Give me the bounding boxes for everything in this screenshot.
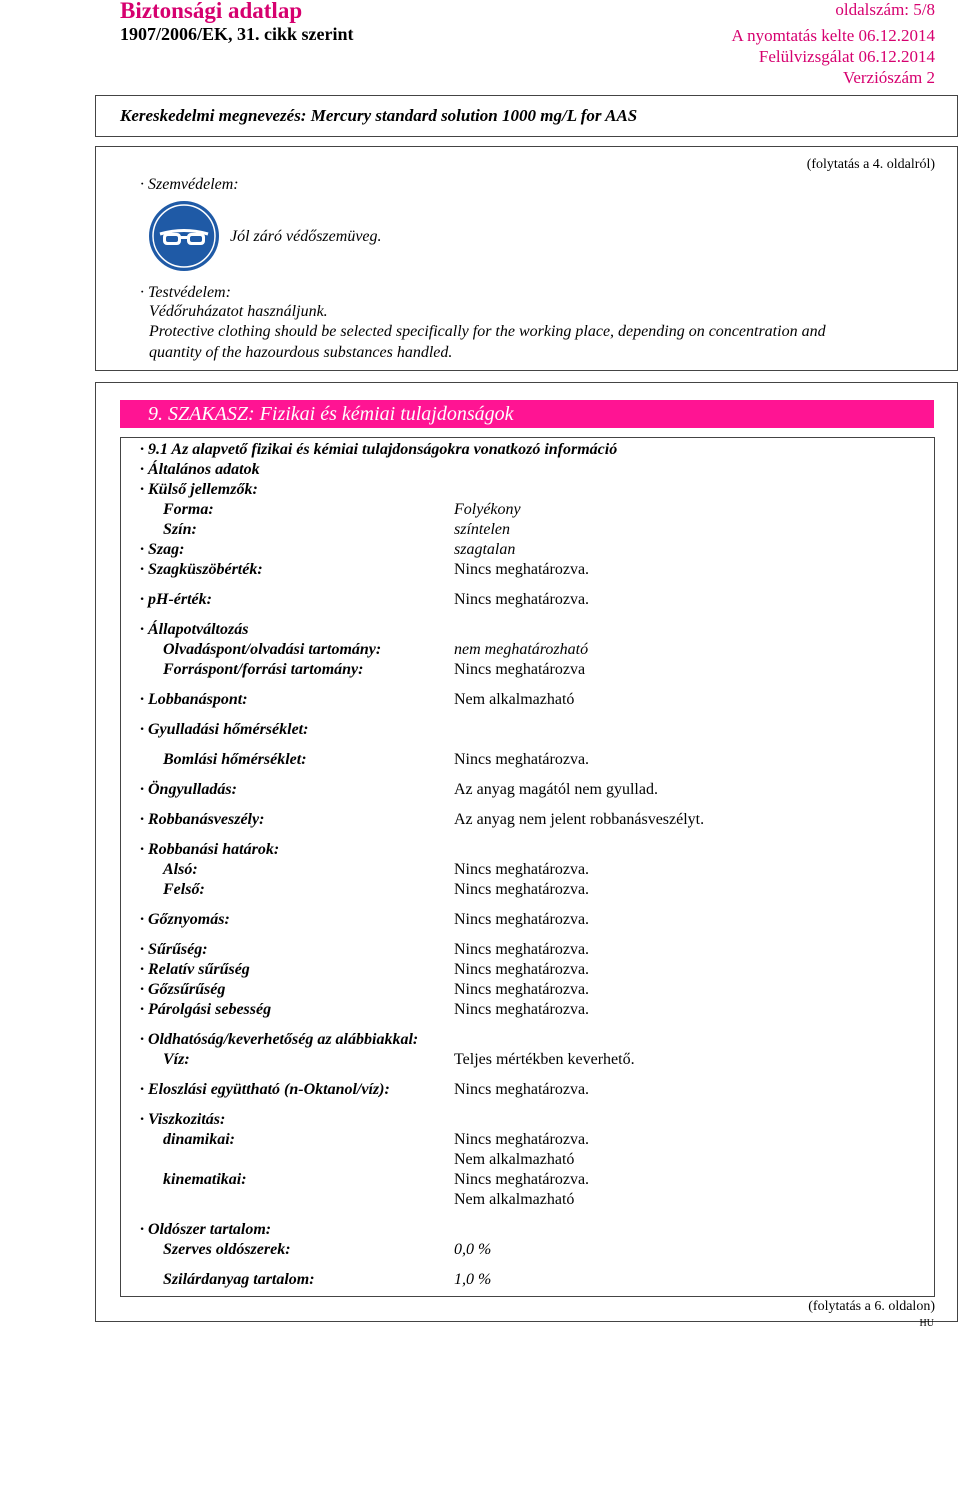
organic-solvents-label: Szerves oldószerek: xyxy=(163,1241,291,1258)
vapor-pressure-value: Nincs meghatározva. xyxy=(454,911,590,928)
self-ignition-value: Az anyag magától nem gyullad. xyxy=(454,781,658,798)
organic-solvents-value: 0,0 % xyxy=(454,1241,492,1258)
eye-protection-label: · Szemvédelem: xyxy=(140,176,239,193)
solvent-content-heading: · Oldószer tartalom: xyxy=(140,1221,272,1238)
lower-limit-value: Nincs meghatározva. xyxy=(454,861,590,878)
document-title: Biztonsági adatlap xyxy=(120,0,303,23)
odor-threshold-value: Nincs meghatározva. xyxy=(454,561,590,578)
body-protection-text: Védőruházatot használjunk. xyxy=(149,303,328,320)
kinematic-viscosity-value-2: Nem alkalmazható xyxy=(454,1191,575,1208)
continued-from-note: (folytatás a 4. oldalról) xyxy=(806,157,935,172)
eye-protection-text: Jól záró védőszemüveg. xyxy=(230,228,382,245)
kinematic-viscosity-label: kinematikai: xyxy=(163,1171,247,1188)
regulation-reference: 1907/2006/EK, 31. cikk szerint xyxy=(120,24,354,44)
evaporation-rate-value: Nincs meghatározva. xyxy=(454,1001,590,1018)
relative-density-label: · Relatív sűrűség xyxy=(140,961,250,978)
partition-coefficient-value: Nincs meghatározva. xyxy=(454,1081,590,1098)
appearance-heading: · Külső jellemzők: xyxy=(140,481,258,498)
decomposition-temperature-label: Bomlási hőmérséklet: xyxy=(163,751,307,768)
body-protection-note-line2: quantity of the hazourdous substances handled. xyxy=(149,344,453,361)
viscosity-heading: · Viszkozitás: xyxy=(140,1111,226,1128)
explosion-hazard-label: · Robbanásveszély: xyxy=(140,811,265,828)
print-date: A nyomtatás kelte 06.12.2014 xyxy=(731,26,935,45)
upper-limit-value: Nincs meghatározva. xyxy=(454,881,590,898)
page-number: oldalszám: 5/8 xyxy=(835,0,935,19)
form-value: Folyékony xyxy=(454,501,521,518)
water-solubility-label: Víz: xyxy=(163,1051,190,1068)
self-ignition-label: · Öngyulladás: xyxy=(140,781,237,798)
solids-content-value: 1,0 % xyxy=(454,1271,492,1288)
upper-limit-label: Felső: xyxy=(163,881,205,898)
kinematic-viscosity-value: Nincs meghatározva. xyxy=(454,1171,590,1188)
odor-value: szagtalan xyxy=(454,541,516,558)
boiling-point-label: Forráspont/forrási tartomány: xyxy=(163,661,364,678)
ph-value: Nincs meghatározva. xyxy=(454,591,590,608)
flash-point-value: Nem alkalmazható xyxy=(454,691,575,708)
ph-label: · pH-érték: xyxy=(140,591,212,608)
evaporation-rate-label: · Párolgási sebesség xyxy=(140,1001,272,1018)
density-label: · Sűrűség: xyxy=(140,941,208,958)
vapor-density-label: · Gőzsűrűség xyxy=(140,981,226,998)
form-label: Forma: xyxy=(163,501,214,518)
state-change-heading: · Állapotváltozás xyxy=(140,621,249,638)
lower-limit-label: Alsó: xyxy=(163,861,198,878)
trade-name: Kereskedelmi megnevezés: Mercury standard solution 1000 mg/L for AAS xyxy=(120,106,638,125)
body-protection-label: · Testvédelem: xyxy=(140,284,231,301)
melting-point-label: Olvadáspont/olvadási tartomány: xyxy=(163,641,382,658)
dynamic-viscosity-label: dinamikai: xyxy=(163,1131,236,1148)
decomposition-temperature-value: Nincs meghatározva. xyxy=(454,751,590,768)
version-number: Verziószám 2 xyxy=(842,68,935,87)
flash-point-label: · Lobbanáspont: xyxy=(140,691,248,708)
dynamic-viscosity-value-2: Nem alkalmazható xyxy=(454,1151,575,1168)
color-label: Szín: xyxy=(163,521,197,538)
body-protection-note-line1: Protective clothing should be selected specifically for the working place, depending on concentration and xyxy=(149,323,826,340)
safety-goggles-icon xyxy=(148,200,220,272)
water-solubility-value: Teljes mértékben keverhető. xyxy=(454,1051,635,1068)
explosion-limits-heading: · Robbanási határok: xyxy=(140,841,280,858)
odor-label: · Szag: xyxy=(140,541,185,558)
language-code: HU xyxy=(919,1318,934,1329)
revision-date: Felülvizsgálat 06.12.2014 xyxy=(758,47,935,66)
ignition-temperature-label: · Gyulladási hőmérséklet: xyxy=(140,721,309,738)
boiling-point-value: Nincs meghatározva xyxy=(454,661,586,678)
solubility-heading: · Oldhatóság/keverhetőség az alábbiakkal: xyxy=(140,1031,419,1048)
explosion-hazard-value: Az anyag nem jelent robbanásveszélyt. xyxy=(454,811,705,828)
continued-on-note: (folytatás a 6. oldalon) xyxy=(808,1299,935,1314)
section9-1-subtitle: · 9.1 Az alapvető fizikai és kémiai tulajdonságokra vonatkozó információ xyxy=(140,441,618,458)
relative-density-value: Nincs meghatározva. xyxy=(454,961,590,978)
density-value: Nincs meghatározva. xyxy=(454,941,590,958)
vapor-pressure-label: · Gőznyomás: xyxy=(140,911,230,928)
section9-title: 9. SZAKASZ: Fizikai és kémiai tulajdonságok xyxy=(120,400,934,428)
solids-content-label: Szilárdanyag tartalom: xyxy=(163,1271,315,1288)
odor-threshold-label: · Szagküszöbérték: xyxy=(140,561,263,578)
dynamic-viscosity-value: Nincs meghatározva. xyxy=(454,1131,590,1148)
partition-coefficient-label: · Eloszlási együttható (n-Oktanol/víz): xyxy=(140,1081,390,1098)
vapor-density-value: Nincs meghatározva. xyxy=(454,981,590,998)
color-value: színtelen xyxy=(454,521,510,538)
general-data-heading: · Általános adatok xyxy=(140,461,260,478)
melting-point-value: nem meghatározható xyxy=(454,641,589,658)
